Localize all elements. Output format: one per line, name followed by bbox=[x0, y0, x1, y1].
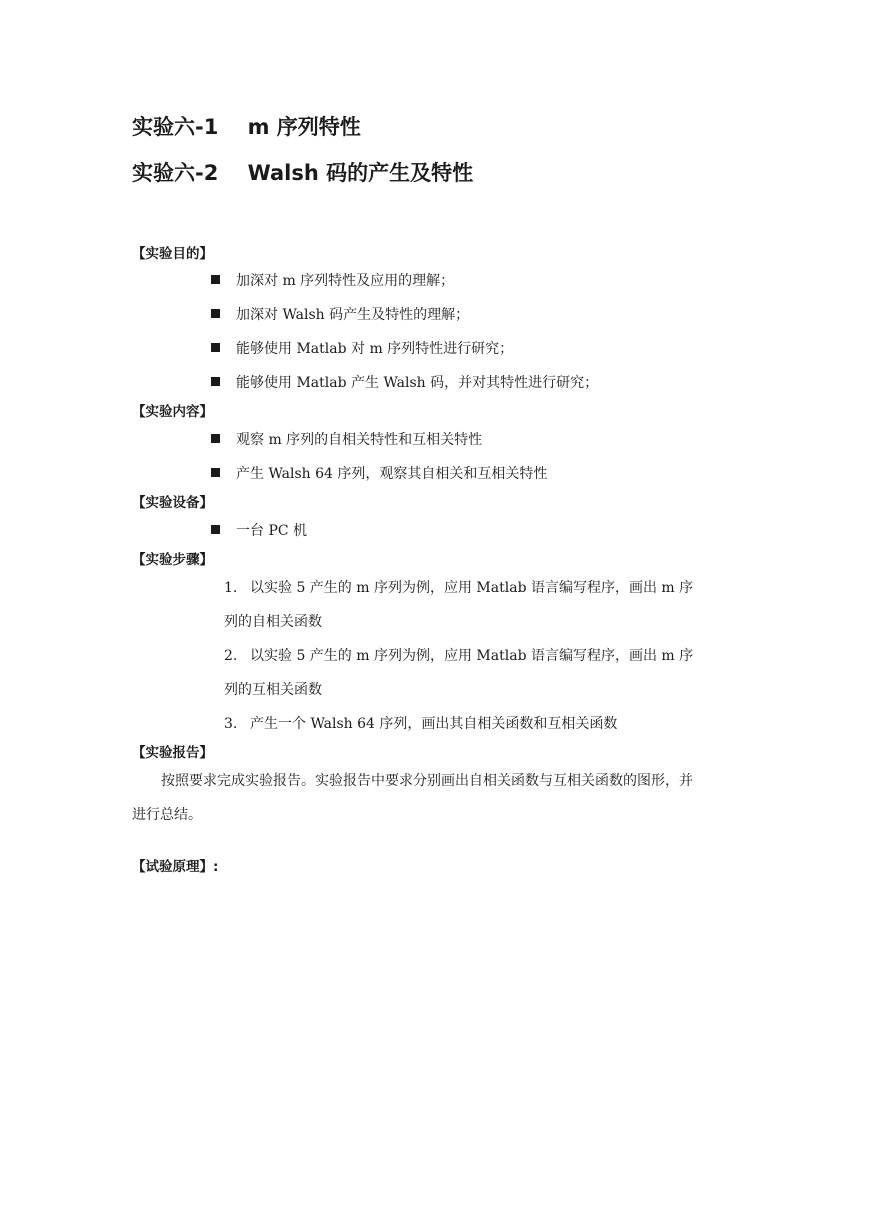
equipment-item bbox=[211, 521, 307, 541]
equipment-item-text: 一台 PC 机 bbox=[236, 523, 308, 539]
purpose-item-text: 加深对 m 序列特性及应用的理解； bbox=[236, 273, 455, 289]
bullet-square-icon bbox=[211, 525, 220, 534]
step-number: 3. bbox=[224, 716, 238, 732]
bullet-square-icon bbox=[211, 468, 220, 477]
purpose-item bbox=[211, 373, 598, 393]
bullet-square-icon bbox=[211, 309, 220, 318]
bullet-square-icon bbox=[211, 343, 220, 352]
bullet-square-icon bbox=[211, 377, 220, 386]
purpose-item-text: 能够使用 Matlab 对 m 序列特性进行研究； bbox=[236, 341, 514, 357]
bullet-square-icon bbox=[211, 275, 220, 284]
purpose-item bbox=[211, 305, 469, 325]
experiment-title-1: 实验六-1 m 序列特性 bbox=[132, 115, 361, 139]
section-heading-report: 【实验报告】 bbox=[132, 745, 213, 761]
step-item bbox=[224, 578, 744, 598]
report-paragraph: 按照要求完成实验报告。实验报告中要求分别画出自相关函数与互相关函数的图形，并 bbox=[161, 773, 693, 789]
step-text: 以实验 5 产生的 m 序列为例，应用 Matlab 语言编写程序，画出 m 序 bbox=[250, 648, 694, 664]
experiment-title-2: 实验六-2 Walsh 码的产生及特性 bbox=[132, 161, 474, 185]
purpose-item-text: 加深对 Walsh 码产生及特性的理解； bbox=[236, 307, 470, 323]
content-item bbox=[211, 464, 547, 484]
content-item-text: 产生 Walsh 64 序列，观察其自相关和互相关特性 bbox=[236, 466, 548, 482]
step-item-continuation: 列的自相关函数 bbox=[224, 614, 322, 630]
section-heading-content: 【实验内容】 bbox=[132, 404, 213, 420]
section-heading-steps: 【实验步骤】 bbox=[132, 552, 213, 568]
section-heading-equipment: 【实验设备】 bbox=[132, 495, 213, 511]
step-number: 2. bbox=[224, 648, 238, 664]
content-item bbox=[211, 430, 482, 450]
step-item bbox=[224, 714, 744, 734]
purpose-item-text: 能够使用 Matlab 产生 Walsh 码，并对其特性进行研究； bbox=[236, 375, 599, 391]
step-item-continuation: 列的互相关函数 bbox=[224, 682, 322, 698]
purpose-item bbox=[211, 339, 513, 359]
step-text: 产生一个 Walsh 64 序列，画出其自相关函数和互相关函数 bbox=[250, 716, 618, 732]
step-text: 以实验 5 产生的 m 序列为例，应用 Matlab 语言编写程序，画出 m 序 bbox=[250, 580, 694, 596]
section-heading-purpose: 【实验目的】 bbox=[132, 246, 213, 262]
content-item-text: 观察 m 序列的自相关特性和互相关特性 bbox=[236, 432, 483, 448]
section-heading-principle: 【试验原理】: bbox=[132, 859, 219, 875]
step-item bbox=[224, 646, 744, 666]
purpose-item bbox=[211, 271, 454, 291]
report-paragraph-continuation: 进行总结。 bbox=[132, 807, 202, 823]
step-number: 1. bbox=[224, 580, 238, 596]
bullet-square-icon bbox=[211, 434, 220, 443]
